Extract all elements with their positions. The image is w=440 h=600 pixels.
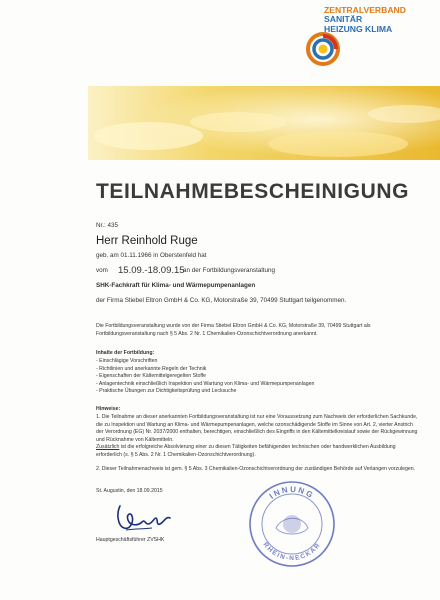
logo-line-1: ZENTRALVERBAND: [324, 5, 406, 15]
certificate-number: Nr.: 435: [96, 222, 119, 229]
list-item: - Richtlinien und anerkannte Regeln der Technik: [96, 365, 207, 372]
logo-line-3: HEIZUNG KLIMA: [324, 23, 393, 34]
page-title: TEILNAHMEBESCHEINIGUNG: [96, 180, 410, 203]
hinweis-1: [96, 414, 418, 460]
vom-label: vom: [96, 267, 108, 274]
hinweise-heading: Hinweise:: [96, 406, 121, 412]
hinweis-2: 2. Dieser Teilnahmenachweis ist gem. § 5 Abs. 3 Chemikalien-Ozonschichtverordnung der zuständigen Behörde auf Verlangen vorzulegen.: [96, 466, 416, 472]
guild-seal-stamp: [246, 478, 338, 570]
logo-text: [324, 6, 420, 34]
list-item: - Anlagentechnik einschließlich Inspektion und Wartung von Klima- und Wärmepumpenanlagen: [96, 380, 315, 387]
seal-bottom-text: RHEIN-NECKAR: [261, 541, 323, 563]
logo-line-2: SANITÄR: [324, 14, 363, 25]
recognition-paragraph: Die Fortbildungsveranstaltung wurde von der Firma Stiebel Eltron GmbH & Co. KG, Motorstraße 39, 70499 Stuttgart als Fortbildungsveranstaltung nach § 5 Abs. 2 Nr. 1 Chemikalien-Ozonschichtverordnung anerkannt.: [96, 323, 371, 337]
list-item: - Einschlägige Vorschriften: [96, 358, 158, 364]
signature-image: [112, 500, 182, 534]
zvshk-logo: [306, 6, 426, 66]
zusaetzlich-label: Zusätzlich: [96, 444, 120, 451]
signature-title: Hauptgeschäftsführer ZVSHK: [96, 537, 165, 543]
svg-text:INNUNG: [268, 485, 316, 501]
list-item: - Praktische Übungen zur Dichtigkeitsprüfung und Lecksuche: [96, 388, 237, 395]
course-dates: 15.09.-18.09.15: [118, 265, 185, 276]
birth-line: geb. am 01.11.1966 in Oberstenfeld hat: [96, 252, 207, 259]
list-item: - Eigenschaften der Kältemittelgeregelten Stoffe: [96, 373, 207, 380]
participant-name: Herr Reinhold Ruge: [96, 235, 198, 247]
course-title: SHK-Fachkraft für Klima- und Wärmepumpenanlagen: [96, 282, 256, 289]
company-line: der Firma Stiebel Eltron GmbH & Co. KG, Motorstraße 39, 70499 Stuttgart teilgenommen.: [96, 297, 347, 304]
svg-text:RHEIN-NECKAR: [262, 541, 323, 562]
an-der-line: an der Fortbildungsveranstaltung: [183, 267, 276, 274]
seal-top-text: INNUNG: [267, 484, 316, 501]
place-date: St. Augustin, den 18.09.2015: [96, 488, 163, 494]
content-list: [96, 358, 406, 396]
logo-rings-icon: [306, 32, 340, 66]
hinweis-1-text: 1. Die Teilnahme an dieser anerkannten Fortbildungsveranstaltung ist nur eine Voraussetzung zum Nachweis der erforderlichen Sachkunde, die zu Inspektion und Wartung an Klima- und Wärmepumpenanlagen, welche ozonschädigende Stoffe im Sinne von Art. 2, vierter Anstrich der Verordnung (EG) Nr. 2037/2000 enthalten, berechtigen, einschließlich des Eingriffs in den Kältemittelkreislauf sowie der Rückgewinnung und Rücknahme von Kältemitteln.: [96, 414, 418, 443]
decorative-banner: [88, 86, 440, 160]
hinweis-1-zusatz: ist die erfolgreiche Absolvierung einer zu diesen Tätigkeiten befähigenden technischen oder handwerklichen Ausbildung erforderlich (s. § 5 Abs. 2 Nr. 1 Chemikalien-Ozonschichtverordnung).: [96, 444, 396, 458]
content-heading: Inhalte der Fortbildung:: [96, 350, 155, 356]
